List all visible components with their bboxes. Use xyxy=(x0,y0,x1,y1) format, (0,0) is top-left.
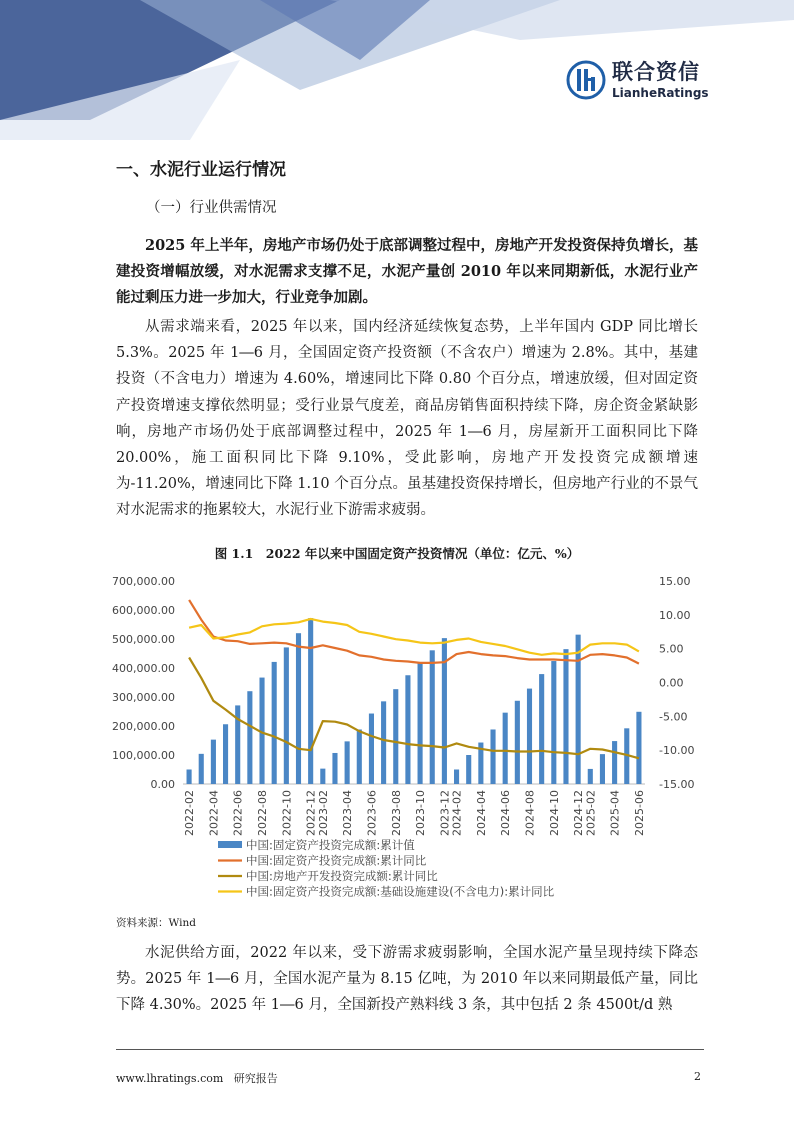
y-right-tick-label: 15.00 xyxy=(659,575,691,588)
x-tick-label: 2024-04 xyxy=(474,790,488,836)
bar-fai-cumulative xyxy=(600,754,605,784)
legend-label: 中国:房地产开发投资完成额:累计同比 xyxy=(246,869,438,883)
line-series-3 xyxy=(189,619,639,655)
bar-fai-cumulative xyxy=(332,753,337,784)
x-tick-label: 2025-04 xyxy=(608,790,622,836)
legend-label: 中国:固定资产投资完成额:基础设施建设(不含电力):累计同比 xyxy=(246,884,555,899)
x-tick-label: 2023-02 xyxy=(316,790,330,836)
bar-fai-cumulative xyxy=(381,701,386,784)
legend-label: 中国:固定资产投资完成额:累计同比 xyxy=(246,853,427,868)
legend-swatch-bar xyxy=(218,841,242,848)
x-tick-label: 2024-08 xyxy=(523,790,537,836)
footer-divider xyxy=(116,1049,704,1050)
logo-english-name: LianheRatings xyxy=(612,85,709,100)
bar-fai-cumulative xyxy=(308,618,313,784)
figure-caption: 图 1.1 2022 年以来中国固定资产投资情况（单位：亿元、%） xyxy=(214,546,580,561)
y-right-tick-label: 10.00 xyxy=(659,608,691,622)
y-left-tick-label: 0.00 xyxy=(150,778,175,791)
bar-fai-cumulative xyxy=(503,713,508,784)
bar-fai-cumulative xyxy=(466,755,471,784)
y-right-tick-label: 5.00 xyxy=(659,642,684,656)
x-tick-label: 2022-08 xyxy=(256,790,270,836)
bar-fai-cumulative xyxy=(454,770,459,785)
subsection-title: （一）行业供需情况 xyxy=(146,200,277,216)
x-tick-label: 2022-02 xyxy=(183,790,197,836)
y-left-tick-label: 600,000.00 xyxy=(112,604,175,617)
bar-fai-cumulative xyxy=(490,729,495,784)
y-right-tick-label: -15.00 xyxy=(659,778,695,791)
x-tick-label: 2024-12 xyxy=(572,790,586,836)
brand-logo xyxy=(566,60,709,100)
y-left-tick-label: 300,000.00 xyxy=(112,691,175,704)
x-tick-label: 2022-10 xyxy=(280,790,294,836)
footer-url[interactable]: www.lhratings.com xyxy=(116,1072,224,1085)
y-left-tick-label: 500,000.00 xyxy=(112,633,175,646)
x-tick-label: 2023-06 xyxy=(365,790,379,836)
logo-chinese-name: 联合资信 xyxy=(612,59,700,84)
bar-fai-cumulative xyxy=(284,647,289,784)
bar-fai-cumulative xyxy=(515,701,520,784)
x-tick-label: 2024-10 xyxy=(547,790,561,836)
x-tick-label: 2022-04 xyxy=(207,790,221,836)
bar-fai-cumulative xyxy=(551,661,556,784)
line-series-2 xyxy=(189,658,639,759)
bar-fai-cumulative xyxy=(296,633,301,784)
bar-fai-cumulative xyxy=(539,674,544,784)
fixed-asset-investment-chart xyxy=(110,566,710,912)
bar-fai-cumulative xyxy=(247,691,252,784)
legend-label: 中国:固定资产投资完成额:累计值 xyxy=(246,838,415,852)
bar-fai-cumulative xyxy=(320,769,325,784)
bar-fai-cumulative xyxy=(612,741,617,784)
bar-fai-cumulative xyxy=(405,675,410,784)
bar-fai-cumulative xyxy=(430,650,435,784)
section-title: 一、水泥行业运行情况 xyxy=(116,160,286,180)
bar-fai-cumulative xyxy=(345,741,350,784)
x-tick-label: 2023-04 xyxy=(341,790,355,836)
bar-fai-cumulative xyxy=(187,770,192,785)
bar-fai-cumulative xyxy=(636,712,641,784)
source-note: 资料来源：Wind xyxy=(116,917,196,929)
y-right-tick-label: 0.00 xyxy=(659,676,684,690)
bar-fai-cumulative xyxy=(369,714,374,784)
bar-fai-cumulative xyxy=(588,769,593,784)
lianhe-logo-icon xyxy=(566,60,606,100)
bar-fai-cumulative xyxy=(418,662,423,784)
x-tick-label: 2023-08 xyxy=(389,790,403,836)
x-tick-label: 2023-10 xyxy=(414,790,428,836)
x-tick-label: 2023-12 xyxy=(438,790,452,836)
bar-fai-cumulative xyxy=(563,649,568,784)
demand-paragraph: 从需求端来看，2025 年以来，国内经济延续恢复态势，上半年国内 GDP 同比增长 5.3%。2025 年 1―6 月，全国固定资产投资额（不含农户）增速为 2.8%。其中，基建投资（不含电力）增速为 4.60%，增速同比下降 0.80 个百分点，增速放缓，但对固定资产投资增速支撑依然明显；受行业景气度差，商品房销售面积持续下降，房企资金紧缺影响，房地产市场仍处于底部调整过程中，2025 年 1―6 月，房屋新开工面积同比下降 20.00%，施工面积同比下降 9.10%，受此影响，房地产开发投资完成额增速为-11.20%，增速同比下降 1.10 个百分点。虽基建投资保持增长，但房地产行业的不景气对水泥需求的拖累较大，水泥行业下游需求疲弱。 xyxy=(116,319,698,519)
y-left-tick-label: 200,000.00 xyxy=(112,720,175,733)
x-tick-label: 2024-02 xyxy=(450,790,464,836)
footer-doc-type: 研究报告 xyxy=(233,1072,278,1085)
y-left-tick-label: 400,000.00 xyxy=(112,662,175,675)
bar-fai-cumulative xyxy=(223,724,228,784)
x-tick-label: 2025-06 xyxy=(632,790,646,836)
bar-fai-cumulative xyxy=(357,729,362,784)
page-number: 2 xyxy=(694,1070,701,1083)
supply-paragraph: 水泥供给方面，2022 年以来，受下游需求疲弱影响，全国水泥产量呈现持续下降态势。2025 年 1―6 月，全国水泥产量为 8.15 亿吨，为 2010 年以来同期最低产量，同比下降 4.30%。2025 年 1―6 月，全国新投产熟料线 3 条，其中包括 2 条 4500t/d 熟 xyxy=(116,945,698,1014)
y-left-tick-label: 100,000.00 xyxy=(112,749,175,762)
footer-text xyxy=(116,1070,278,1086)
bar-fai-cumulative xyxy=(576,635,581,784)
bar-fai-cumulative xyxy=(527,689,532,784)
y-right-tick-label: -5.00 xyxy=(659,710,688,724)
x-tick-label: 2022-06 xyxy=(231,790,245,836)
y-left-tick-label: 700,000.00 xyxy=(112,575,175,588)
lead-paragraph: 2025 年上半年，房地产市场仍处于底部调整过程中，房地产开发投资保持负增长，基建投资增幅放缓，对水泥需求支撑不足，水泥产量创 2010 年以来同期新低，水泥行业产能过剩压力进一步加大，行业竞争加剧。 xyxy=(116,237,698,307)
y-right-tick-label: -10.00 xyxy=(659,744,695,758)
x-tick-label: 2024-06 xyxy=(499,790,513,836)
bar-fai-cumulative xyxy=(393,689,398,784)
bar-fai-cumulative xyxy=(272,662,277,784)
x-tick-label: 2022-12 xyxy=(304,790,318,836)
bar-fai-cumulative xyxy=(211,740,216,784)
x-tick-label: 2025-02 xyxy=(584,790,598,836)
bar-fai-cumulative xyxy=(199,754,204,784)
